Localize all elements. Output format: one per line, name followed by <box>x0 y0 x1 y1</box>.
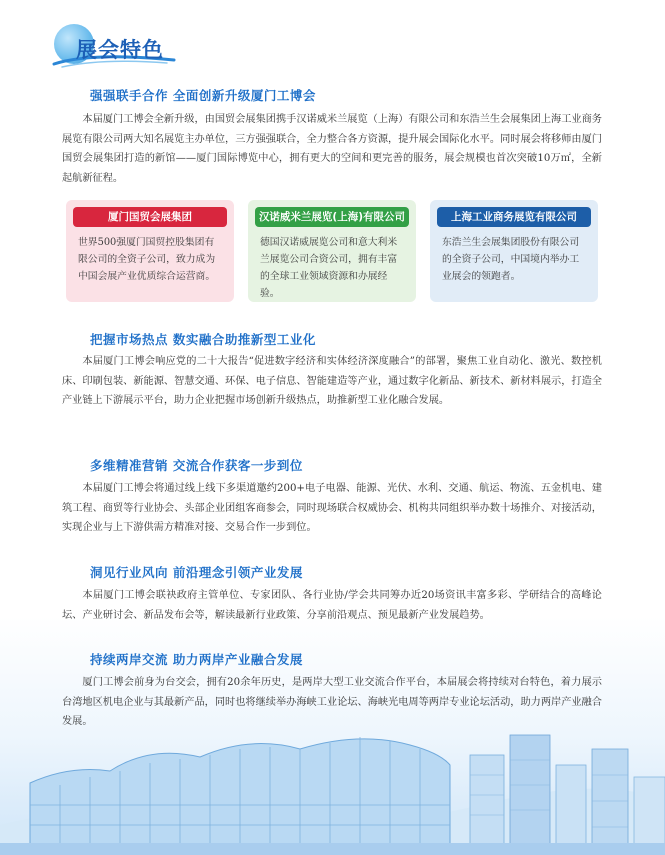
organizer-card-text: 东浩兰生会展集团股份有限公司的全资子公司，中国境内举办工业展会的领跑者。 <box>442 237 580 282</box>
section-text-5: 厦门工博会前身为台交会，拥有20余年历史，是两岸大型工业交流合作平台，本届展会将持续对台特色，着力展示台湾地区机电企业与其最新产品，同时也将继续举办海峡工业论坛、海峡光电周等两岸专业论坛活动，助力两岸产业融合发展。 <box>62 677 602 727</box>
organizer-card-hannover-milano <box>248 200 416 302</box>
section-text-2: 本届厦门工博会响应党的二十大报告“促进数字经济和实体经济深度融合”的部署，聚焦工业自动化、激光、数控机床、印刷包装、新能源、智慧交通、环保、电子信息、智能建造等产业，通过数字化新品、新技术、新材料展示，打造全产业链上下游展示平台，助力企业把握市场创新升级热点，助推新型工业化融合发展。 <box>62 356 602 406</box>
organizer-card-title: 上海工业商务展览有限公司 <box>437 207 591 227</box>
page-title: 展会特色 <box>76 38 164 62</box>
section-text-4: 本届厦门工博会联袂政府主管单位、专家团队、各行业协/学会共同筹办近20场资讯丰富多彩、学研结合的高峰论坛、产业研讨会、新品发布会等，解读最新行业政策、分享前沿观点、预见最新产业发展趋势。 <box>62 590 602 621</box>
organizer-card-itg <box>66 200 234 302</box>
organizer-card-shanghai-industrial <box>430 200 598 302</box>
organizer-card-title: 厦门国贸会展集团 <box>73 207 227 227</box>
page-header <box>52 24 182 68</box>
section-title-4: 洞见行业风向 前沿理念引领产业发展 <box>90 565 303 580</box>
section-title-2: 把握市场热点 数实融合助推新型工业化 <box>90 332 316 347</box>
organizer-card-title: 汉诺威米兰展览(上海)有限公司 <box>255 207 409 227</box>
section-text-1: 本届厦门工博会全新升级，由国贸会展集团携手汉诺威米兰展览（上海）有限公司和东浩兰生会展集团上海工业商务展览有限公司两大知名展览主办单位，三方强强联合，全力整合各方资源，提升展会国际化水平。同时展会将移师由厦门国贸会展集团打造的新馆——厦门国际博览中心，拥有更大的空间和更完善的服务，展会规模也首次突破10万㎡，全新起航新征程。 <box>62 114 602 184</box>
section-title-1: 强强联手合作 全面创新升级厦门工博会 <box>90 88 316 103</box>
organizer-card-text: 德国汉诺威展览公司和意大利米兰展览公司合资公司，拥有丰富的全球工业领域资源和办展经验。 <box>260 237 398 299</box>
section-text-3: 本届厦门工博会将通过线上线下多渠道邀约200+电子电器、能源、光伏、水利、交通、航运、物流、五金机电、建筑工程、商贸等行业协会、头部企业团组客商参会，同时现场联合权威协会、机构共同组织举办数十场推介、对接活动，实现企业与上下游供需方精准对接、交易合作一步到位。 <box>62 483 602 533</box>
exhibition-center-skyline-illustration <box>0 705 665 855</box>
organizer-card-text: 世界500强厦门国贸控股集团有限公司的全资子公司，致力成为中国会展产业优质综合运营商。 <box>78 237 216 282</box>
section-title-5: 持续两岸交流 助力两岸产业融合发展 <box>90 652 303 667</box>
section-title-3: 多维精准营销 交流合作获客一步到位 <box>90 458 303 473</box>
